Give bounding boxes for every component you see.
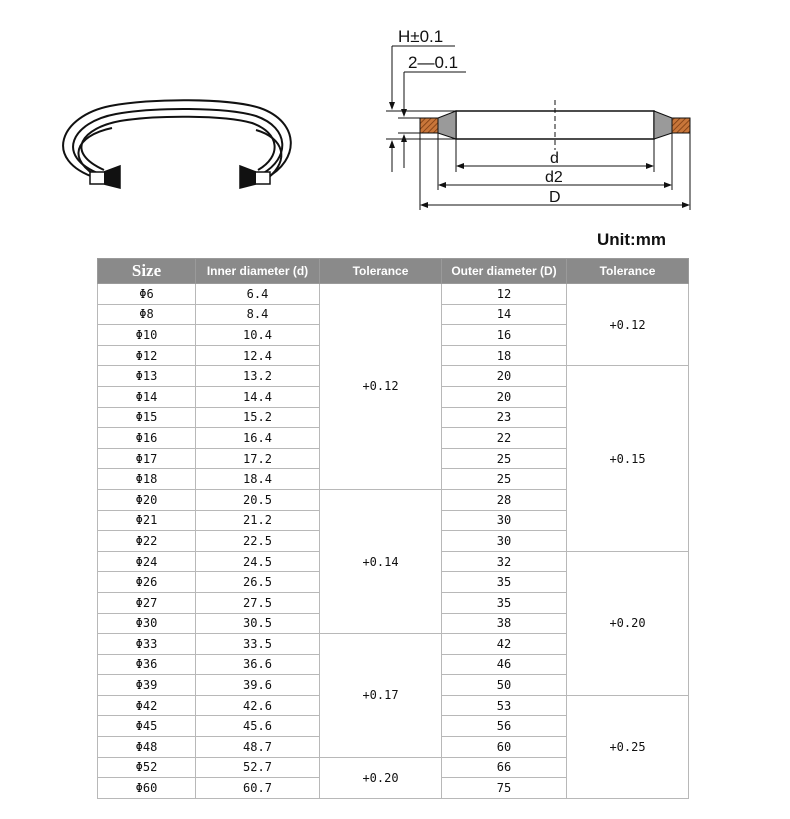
inner-diameter-cell: 24.5 <box>196 551 320 572</box>
inner-diameter-cell: 20.5 <box>196 489 320 510</box>
section-hatch-left <box>420 118 438 133</box>
inner-diameter-cell: 22.5 <box>196 531 320 552</box>
outer-diameter-cell: 53 <box>442 695 567 716</box>
inner-diameter-cell: 30.5 <box>196 613 320 634</box>
inner-diameter-cell: 48.7 <box>196 737 320 758</box>
inner-diameter-cell: 8.4 <box>196 304 320 325</box>
unit-label: Unit:mm <box>597 230 666 249</box>
inner-diameter-cell: 33.5 <box>196 634 320 655</box>
header-outer-diameter: Outer diameter (D) <box>442 259 567 284</box>
outer-diameter-cell: 14 <box>442 304 567 325</box>
inner-diameter-cell: 26.5 <box>196 572 320 593</box>
size-cell: Φ33 <box>98 634 196 655</box>
size-cell: Φ6 <box>98 284 196 305</box>
outer-diameter-cell: 60 <box>442 737 567 758</box>
header-outer-tolerance: Tolerance <box>567 259 689 284</box>
label-d: d <box>550 150 559 167</box>
header-inner-diameter: Inner diameter (d) <box>196 259 320 284</box>
outer-diameter-cell: 18 <box>442 345 567 366</box>
outer-diameter-cell: 38 <box>442 613 567 634</box>
inner-diameter-cell: 21.2 <box>196 510 320 531</box>
size-cell: Φ14 <box>98 386 196 407</box>
outer-diameter-cell: 20 <box>442 386 567 407</box>
outer-diameter-cell: 22 <box>442 428 567 449</box>
size-cell: Φ42 <box>98 695 196 716</box>
outer-diameter-cell: 28 <box>442 489 567 510</box>
outer-diameter-cell: 32 <box>442 551 567 572</box>
outer-diameter-cell: 66 <box>442 757 567 778</box>
size-cell: Φ52 <box>98 757 196 778</box>
inner-diameter-cell: 27.5 <box>196 592 320 613</box>
outer-diameter-cell: 25 <box>442 448 567 469</box>
table-row <box>98 284 689 305</box>
inner-diameter-cell: 17.2 <box>196 448 320 469</box>
header-size: Size <box>98 259 196 284</box>
inner-diameter-cell: 42.6 <box>196 695 320 716</box>
inner-tolerance-cell: +0.12 <box>320 284 442 490</box>
inner-diameter-cell: 39.6 <box>196 675 320 696</box>
inner-diameter-cell: 13.2 <box>196 366 320 387</box>
outer-diameter-cell: 35 <box>442 572 567 593</box>
inner-tolerance-cell: +0.14 <box>320 489 442 633</box>
size-cell: Φ15 <box>98 407 196 428</box>
inner-tolerance-cell: +0.20 <box>320 757 442 798</box>
inner-tolerance-cell: +0.17 <box>320 634 442 758</box>
size-cell: Φ24 <box>98 551 196 572</box>
size-cell: Φ8 <box>98 304 196 325</box>
size-cell: Φ60 <box>98 778 196 799</box>
outer-diameter-cell: 42 <box>442 634 567 655</box>
size-cell: Φ27 <box>98 592 196 613</box>
size-cell: Φ13 <box>98 366 196 387</box>
inner-diameter-cell: 60.7 <box>196 778 320 799</box>
label-d2: d2 <box>545 169 563 186</box>
outer-diameter-cell: 46 <box>442 654 567 675</box>
section-hatch-right <box>672 118 690 133</box>
section-bevel-right <box>654 111 672 139</box>
outer-tolerance-cell: +0.15 <box>567 366 689 551</box>
ring-diagram <box>0 0 790 230</box>
inner-diameter-cell: 45.6 <box>196 716 320 737</box>
outer-diameter-cell: 23 <box>442 407 567 428</box>
section-bevel-left <box>438 111 456 139</box>
size-cell: Φ26 <box>98 572 196 593</box>
outer-diameter-cell: 16 <box>442 325 567 346</box>
size-cell: Φ20 <box>98 489 196 510</box>
size-cell: Φ21 <box>98 510 196 531</box>
label-h-tolerance: H±0.1 <box>398 27 444 46</box>
label-width-tolerance: 2—0.1 <box>408 53 459 72</box>
size-cell: Φ30 <box>98 613 196 634</box>
inner-diameter-cell: 16.4 <box>196 428 320 449</box>
inner-diameter-cell: 12.4 <box>196 345 320 366</box>
size-cell: Φ18 <box>98 469 196 490</box>
table-header-row <box>98 259 689 284</box>
size-cell: Φ16 <box>98 428 196 449</box>
size-cell: Φ45 <box>98 716 196 737</box>
size-cell: Φ48 <box>98 737 196 758</box>
outer-diameter-cell: 56 <box>442 716 567 737</box>
table-body <box>98 284 689 799</box>
outer-diameter-cell: 30 <box>442 510 567 531</box>
outer-diameter-cell: 25 <box>442 469 567 490</box>
inner-diameter-cell: 52.7 <box>196 757 320 778</box>
inner-diameter-cell: 15.2 <box>196 407 320 428</box>
outer-diameter-cell: 75 <box>442 778 567 799</box>
inner-diameter-cell: 36.6 <box>196 654 320 675</box>
outer-tolerance-cell: +0.20 <box>567 551 689 695</box>
size-cell: Φ36 <box>98 654 196 675</box>
ring-illustration <box>63 100 291 178</box>
size-cell: Φ22 <box>98 531 196 552</box>
size-cell: Φ10 <box>98 325 196 346</box>
outer-diameter-cell: 20 <box>442 366 567 387</box>
header-inner-tolerance: Tolerance <box>320 259 442 284</box>
inner-diameter-cell: 14.4 <box>196 386 320 407</box>
outer-tolerance-cell: +0.12 <box>567 284 689 366</box>
inner-diameter-cell: 6.4 <box>196 284 320 305</box>
inner-diameter-cell: 10.4 <box>196 325 320 346</box>
outer-diameter-cell: 50 <box>442 675 567 696</box>
size-cell: Φ12 <box>98 345 196 366</box>
size-cell: Φ17 <box>98 448 196 469</box>
size-cell: Φ39 <box>98 675 196 696</box>
outer-diameter-cell: 30 <box>442 531 567 552</box>
outer-tolerance-cell: +0.25 <box>567 695 689 798</box>
label-D: D <box>549 189 561 206</box>
outer-diameter-cell: 35 <box>442 592 567 613</box>
outer-diameter-cell: 12 <box>442 284 567 305</box>
section-drawing <box>420 100 690 150</box>
size-table <box>97 258 689 799</box>
inner-diameter-cell: 18.4 <box>196 469 320 490</box>
